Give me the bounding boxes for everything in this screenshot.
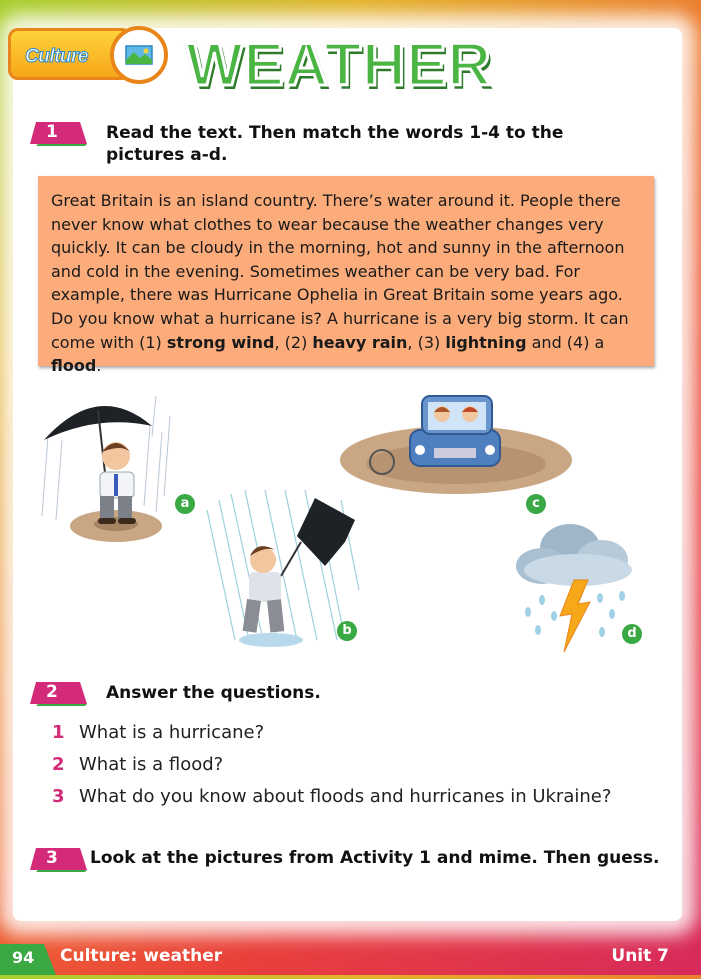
culture-badge (8, 28, 168, 84)
question-text: What is a flood? (79, 754, 224, 775)
activity-1-number: 1 (46, 122, 58, 142)
picture-label-b: b (337, 621, 357, 641)
word-heavy-rain: heavy rain (312, 332, 408, 352)
footer-unit: Unit 7 (611, 946, 669, 966)
word-strong-wind: strong wind (166, 332, 275, 352)
text-line: quickly. It can be cloudy in the morning, hot and sunny in the afternoon (51, 238, 625, 258)
text-fragment: , (3) (407, 332, 446, 352)
page-title: WEATHER (186, 31, 492, 98)
page-number: 94 (12, 948, 35, 967)
footer-section-title: Culture: weather (60, 946, 223, 966)
text-fragment: and (4) a (526, 332, 605, 352)
activity-1-instruction-line-2: pictures a-d. (106, 145, 228, 165)
picture-label-a: a (175, 494, 195, 514)
question-text: What do you know about floods and hurricanes in Ukraine? (79, 786, 612, 807)
text-fragment: . (96, 356, 102, 376)
culture-label: Culture (25, 46, 88, 67)
text-fragment: , (2) (274, 332, 313, 352)
text-line: Great Britain is an island country. There’s water around it. People there (51, 191, 621, 210)
activity-3-number: 3 (46, 848, 58, 868)
text-line-last (51, 331, 642, 378)
activity-3-number-tab (30, 846, 88, 872)
text-line: and cold in the evening. Sometimes weather can be very bad. For (51, 261, 580, 281)
question-text: What is a hurricane? (79, 722, 265, 743)
activity-2-instruction: Answer the questions. (106, 683, 321, 703)
activity-2-number-tab (30, 680, 88, 706)
word-lightning: lightning (445, 332, 527, 352)
activity-3-instruction: Look at the pictures from Activity 1 and mime. Then guess. (90, 848, 660, 868)
text-line: never know what clothes to wear because the weather changes very (51, 214, 604, 234)
question-number: 1 (52, 722, 65, 743)
culture-icon (110, 26, 168, 84)
activity-1-number-tab (30, 120, 88, 146)
text-fragment: come with (1) (51, 332, 167, 352)
activity-2-number: 2 (46, 682, 58, 702)
activity-1-instruction (106, 122, 563, 166)
question-number: 3 (52, 786, 65, 807)
word-flood: flood (51, 356, 97, 376)
page-number-tab (0, 940, 58, 979)
picture-label-c: c (526, 494, 546, 514)
activity-1-instruction-line-1: Read the text. Then match the words 1-4 to the (106, 123, 564, 143)
picture-flood (338, 390, 578, 510)
picture-label-d: d (622, 624, 642, 644)
text-line: Do you know what a hurricane is? A hurricane is a very big storm. It can (51, 308, 629, 328)
text-line: example, there was Hurricane Ophelia in Great Britain some years ago. (51, 285, 623, 305)
reading-text-box (38, 176, 654, 376)
picture-heavy-rain (38, 396, 178, 548)
question-number: 2 (52, 754, 65, 775)
